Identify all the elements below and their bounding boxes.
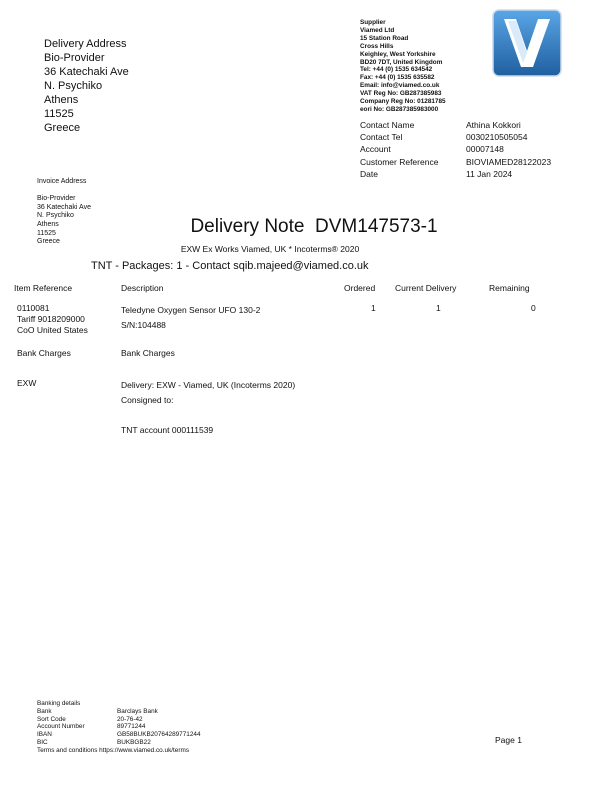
banking-label: IBAN — [37, 731, 52, 739]
supplier-line: Keighley, West Yorkshire — [360, 50, 436, 58]
banking-row — [37, 708, 201, 716]
packages-line: TNT - Packages: 1 - Contact sqib.majeed@viamed.co.uk — [91, 260, 369, 272]
supplier-line: Cross Hills — [360, 42, 394, 50]
delivery-address — [44, 37, 129, 135]
contact-label: Contact Name — [360, 120, 415, 130]
invoice-address-line: N. Psychiko — [37, 212, 74, 220]
invoice-address-line: 36 Katechaki Ave — [37, 203, 91, 211]
item-tariff: Tariff 9018209000 — [17, 314, 85, 324]
banking-value: GB58BUKB20764289771244 — [117, 731, 201, 739]
supplier-email: Email: info@viamed.co.uk — [360, 82, 440, 90]
terms-and-conditions-link[interactable]: Terms and conditions https://www.viamed.co.uk/terms — [37, 746, 190, 754]
invoice-address-line: Greece — [37, 238, 60, 246]
bank-charges-item: Bank Charges — [17, 348, 71, 358]
banking-value: BUKBGB22 — [117, 738, 151, 746]
banking-row — [37, 731, 201, 739]
item-delivered: 1 — [436, 303, 441, 313]
supplier-line: Viamed Ltd — [360, 26, 395, 34]
document-title: Delivery Note DVM147573-1 — [190, 216, 438, 237]
contact-label: Contact Tel — [360, 132, 403, 143]
tnt-account-line: TNT account 000111539 — [121, 425, 214, 435]
supplier-line: Tel: +44 (0) 1535 634542 — [360, 66, 433, 74]
contact-row — [360, 131, 551, 143]
contact-details — [360, 119, 551, 180]
banking-value: Barclays Bank — [117, 707, 158, 715]
banking-label: Sort Code — [37, 715, 66, 723]
contact-value: BIOVIAMED28122023 — [466, 156, 552, 167]
banking-details — [37, 700, 201, 755]
invoice-address-line: Athens — [37, 220, 59, 228]
supplier-line: eori No: GB287385983000 — [360, 105, 439, 113]
incoterms-wrap — [0, 244, 612, 254]
supplier-line: Fax: +44 (0) 1535 635582 — [360, 74, 435, 82]
contact-value: Athina Kokkori — [466, 120, 521, 130]
contact-row — [360, 156, 551, 168]
delivery-address-line: 11525 — [44, 108, 74, 120]
supplier-line: 15 Station Road — [360, 34, 409, 42]
column-header-item: Item Reference — [14, 283, 73, 293]
document-title-wrap — [0, 216, 612, 238]
table-row-item — [17, 303, 88, 336]
blank-line — [121, 408, 295, 423]
contact-row — [360, 143, 551, 155]
banking-row — [37, 716, 201, 724]
contact-value: 00007148 — [466, 144, 504, 155]
banking-value: 89771244 — [117, 723, 146, 731]
supplier-line: Supplier — [360, 19, 386, 26]
item-remaining: 0 — [531, 303, 536, 313]
consigned-to-line: Consigned to: — [121, 395, 174, 405]
supplier-line: BD20 7DT, United Kingdom — [360, 58, 443, 66]
exw-item: EXW — [17, 378, 37, 388]
item-reference: 0110081 — [17, 303, 50, 313]
delivery-address-heading: Delivery Address — [44, 38, 127, 50]
contact-label: Account — [360, 144, 391, 155]
column-header-description: Description — [121, 283, 164, 293]
contact-row — [360, 119, 551, 131]
delivery-address-line: 36 Katechaki Ave — [44, 66, 129, 78]
banking-heading: Banking details — [37, 700, 81, 707]
item-description: Teledyne Oxygen Sensor UFO 130-2 — [121, 305, 261, 315]
item-ordered: 1 — [371, 303, 376, 313]
bank-charges-description: Bank Charges — [121, 348, 175, 358]
supplier-line: VAT Reg No: GB287385983 — [360, 90, 442, 98]
banking-row — [37, 723, 201, 731]
delivery-address-line: N. Psychiko — [44, 80, 103, 92]
invoice-address-line: Bio-Provider — [37, 195, 76, 203]
column-header-ordered: Ordered — [344, 283, 376, 293]
contact-value: 0030210505054 — [466, 132, 528, 143]
column-header-remaining: Remaining — [489, 283, 530, 293]
contact-value: 11 Jan 2024 — [466, 168, 513, 179]
column-header-current-delivery: Current Delivery — [395, 283, 457, 293]
delivery-terms-line: Delivery: EXW - Viamed, UK (Incoterms 2020) — [121, 380, 296, 390]
contact-label: Customer Reference — [360, 156, 439, 167]
banking-label: Account Number — [37, 723, 85, 731]
banking-label: BIC — [37, 738, 48, 746]
item-serial: S/N:104488 — [121, 320, 166, 330]
banking-value: 20-76-42 — [117, 715, 143, 723]
viamed-logo-icon — [492, 9, 562, 77]
delivery-address-line: Greece — [44, 122, 81, 134]
page-number: Page 1 — [495, 735, 522, 745]
contact-row — [360, 168, 551, 180]
delivery-address-line: Bio-Provider — [44, 52, 105, 64]
supplier-block — [360, 19, 446, 114]
item-origin: CoO United States — [17, 325, 88, 335]
delivery-address-line: Athens — [44, 94, 79, 106]
table-row-description — [121, 303, 260, 333]
supplier-line: Company Reg No: 01281785 — [360, 98, 446, 106]
banking-label: Bank — [37, 707, 52, 715]
incoterms-line: EXW Ex Works Viamed, UK * Incoterms® 2020 — [180, 244, 360, 254]
invoice-address-heading: Invoice Address — [37, 178, 87, 185]
invoice-address-line: 11525 — [37, 229, 56, 237]
banking-row — [37, 739, 201, 747]
exw-description — [121, 378, 295, 438]
contact-label: Date — [360, 168, 378, 179]
